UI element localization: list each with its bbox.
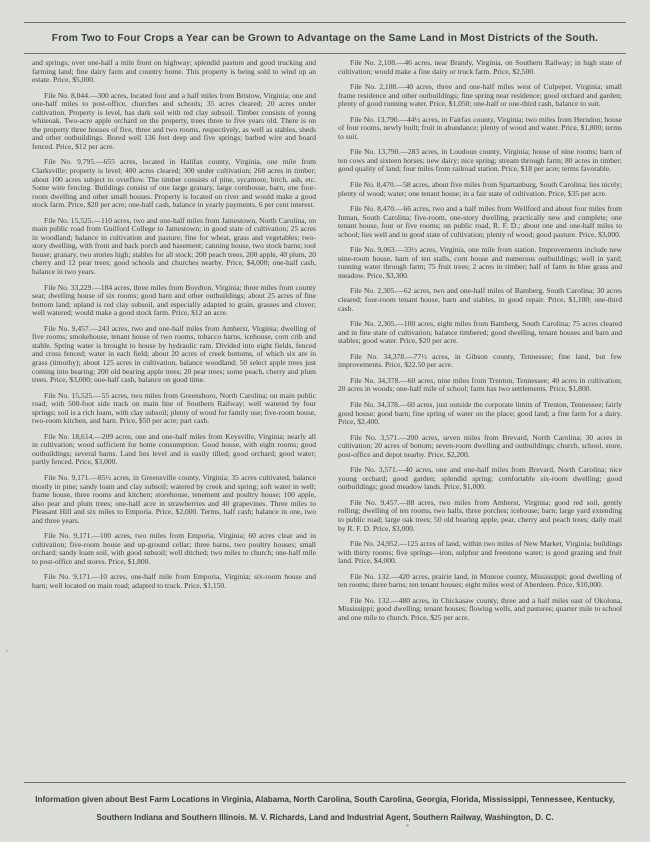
listing-paragraph: File No. 9,457.—88 acres, two miles from Amherst, Virginia; good red soil, gently rolling; dwelling of ten rooms, two halls, three porches; icehouse; barn; large yard extending to public road; large oak trees; 50 old bearing apple, pear, cherry and peach trees; daily mail by R. F. D. Price, $3,000.: [338, 497, 622, 533]
listing-paragraph: File No. 15,525.—110 acres, two and one-half miles from Jamestown, North Carolina, on main public road from Guilford College to Jamestown; in good state of cultivation; 25 acres in woodland; balance in cultivation and pasture; fine for wheat, grass and vegetables; two-story dwelling, with front and back porch and basement; canning house, two stock barns; tool house; granary, two stories high; stables for all stock; 200 peach trees, 200 apple, 40 plum, 20 cherry and 12 pear trees; good schools and churches nearby. Price, $4,000; one-half cash, balance in two years.: [32, 215, 316, 277]
listing-paragraph: File No. 9,171.—10 acres, one-half mile from Emporia, Virginia; six-room house and barn; well located on main road; adapted to truck. Price, $1,150.: [32, 572, 316, 590]
listing-paragraph: File No. 2,305.—62 acres, two and one-half miles of Bamberg, South Carolina; 30 acres cleared; four-room tenant house, barn and stables, in good repair. Price, $1,100; one-third cash.: [338, 286, 622, 313]
listing-paragraph: File No. 9,063.—33½ acres, Virginia, one mile from station. Improvements include new nine-room house, barn of ten stalls, corn house and numerous outbuildings; well in yard; running water through farm; 75 fruit trees; 2 acres in timber; half of farm in blue grass and meadow. Price, $3,300.: [338, 245, 622, 280]
listing-paragraph: File No. 8,470.—58 acres, about five miles from Spartanburg, South Carolina; lies nicely; plenty of wood; water; one tenant house; in a fair state of cultivation. Price, $35 per acre.: [338, 180, 622, 198]
listing-paragraph: File No. 13,790.—44½ acres, in Fairfax county, Virginia; two miles from Herndon; house of four rooms, newly built; fruit in abundance; plenty of wood and water. Price, $1,800; terms to suit.: [338, 114, 622, 141]
listing-paragraph: File No. 8,470.—66 acres, two and a half miles from Wellford and about four miles from Inman, South Carolina; five-room, one-story dwelling, practically new and complete; one tenant house, four or five rooms; on public road, R. F. D.; about one and one-half miles to school; lies well and in good state of cultivation; plenty of wood; good pasture. Price, $3,000.: [338, 204, 622, 239]
listing-paragraph: File No. 15,525.—55 acres, two miles from Greensboro, North Carolina; on main public road; with 500-foot side track on main line of Southern Railway; well watered by four springs; soil is a rich loam, with clay subsoil; plenty of wood for family use; five-room house, two-room kitchen, and barn. Price, $50 per acre; part cash.: [32, 390, 316, 426]
listing-paragraph: File No. 13,790.—283 acres, in Loudoun county, Virginia; house of nine rooms; barn of ten cows and sixteen horses; new dairy; nice spring; stream through farm; 80 acres in timber; good quality of land; four miles from railroad station. Price, $18 per acre; terms favorable.: [338, 147, 622, 174]
listing-paragraph: File No. 24,952.—125 acres of land, within two miles of New Market, Virginia; buildings with thirty rooms; five springs—iron, sulphur and freestone water; is good grazing and fruit land. Price, $4,000.: [338, 539, 622, 566]
listing-paragraph: File No. 34,378.—60 acres, nine miles from Trenton, Tennessee; 40 acres in cultivation; 20 acres in woods; one-half mile of school; farm has two settlements. Price, $1,800.: [338, 375, 622, 394]
header-title: From Two to Four Crops a Year can be Grown to Advantage on the Same Land in Most Districts of the South.: [51, 32, 599, 44]
listing-paragraph: File No. 9,457.—243 acres, two and one-half miles from Amherst, Virginia; dwelling of five rooms; smokehouse, tenant house of two rooms, tobacco barns, icehouse, corn crib and stable. Spring water is brought to house by hydraulic ram. Divided into eight fields, fenced and cross fenced; water in each field; about 20 acres of creek bottoms, of which six are in grass (timothy); about 125 acres in cultivation, balance woodland; 50 select apple trees just coming into bearing; 200 old bearing apple trees; 20 pear trees; some peach, cherry and plum trees. Price, $3,000; one-half cash, balance on good time.: [32, 323, 316, 385]
listing-paragraph: File No. 9,171.—85½ acres, in Greensville county, Virginia; 35 acres cultivated, balance mostly in pine; sandy loam and clay subsoil; watered by creek and spring; soft water in well; frame house, three rooms and kitchen; storehouse, tenement and poultry house; 100 apple, also pear and plum trees; one-half acre in strawberries and 40 grapevines. Three miles to Pleasant Hill and six miles to Emporia. Price, $2,000. Terms, half cash; balance in one, two and three years.: [32, 472, 316, 525]
listing-paragraph: File No. 18,614.—209 acres, one and one-half miles from Keysville, Virginia; nearly all in cultivation; wood sufficient for home consumption. Good house, with eight rooms; good outbuildings; several barns. Land lies level and is easily tilled; good orchard; good water; partly fenced. Price, $3,000.: [32, 431, 316, 467]
listing-paragraph: File No. 8,044.—300 acres, located four and a half miles from Bristow, Virginia; one and one-half miles to post-office, churches and schools; 35 acres cleared; 20 acres under cultivation. Property is level, has dark soil with red clay subsoil. Timber consists of young whiteoak. Two-acre apple orchard on the property, trees three to five years old. There is on the property three houses of five, three and two rooms, respectively, as well as stables, sheds and other outbuildings. Bored well 136 feet deep and five springs; barbed wire and board fenced. Price, $12 per acre.: [32, 90, 316, 151]
listing-paragraph: File No. 132.—480 acres, in Chickasaw county, three and a half miles east of Okolona, Mississippi; good dwelling; tenant houses; flowing wells, and pastures; quarter mile to school and one mile to church. Price, $25 per acre.: [338, 595, 622, 622]
listing-paragraph: File No. 132.—420 acres, prairie land, in Monroe county, Mississippi; good dwelling of ten rooms; three barns; ten tenant houses; eight miles west of Aberdeen. Price, $10,000.: [338, 571, 622, 590]
listing-paragraph: File No. 9,171.—100 acres, two miles from Emporia, Virginia; 60 acres clear and in cultivation; five-room house and up-ground cellar; three barns, two poultry houses; small orchard; sandy loam soil, with good subsoil; well ditched; two miles to church; one-half mile to post-office and stores. Price, $1,800.: [32, 531, 316, 566]
right-column: [338, 59, 622, 774]
listing-paragraph: File No. 2,305.—100 acres, eight miles from Bamberg, South Carolina; 75 acres cleared and in fine state of cultivation; balance timbered; good dwelling, tenant houses and barn and stables; good water. Price, $20 per acre.: [338, 319, 622, 346]
page-footer: [24, 782, 626, 825]
listing-paragraph: File No. 34,378.—77½ acres, in Gibson county, Tennessee; fine land, but few improvements. Price, $22.50 per acre.: [338, 351, 622, 370]
listing-paragraph: and springs; over one-half a mile front on highway; splendid pasture and good trucking and farming land; fine dairy farm and country home. This property is being sold to wind up an estate. Price, $5,000.: [32, 59, 316, 85]
listing-paragraph: File No. 34,378.—60 acres, just outside the corporate limits of Trenton, Tennessee; fairly good house; good barn; fine spring of water on the place; good land; a fine farm for a dairy. Price, $2,400.: [338, 399, 622, 427]
paper-speck: [6, 650, 8, 652]
listing-paragraph: File No. 3,571.—40 acres, one and one-half miles from Brevard, North Carolina; nice young orchard; good garden; splendid spring; comfortable six-room dwelling; good outbuildings; good meadow lands. Price, $1,000.: [338, 465, 622, 492]
listings-area: [32, 59, 622, 774]
footer-text: Information given about Best Farm Locations in Virginia, Alabama, North Carolina, South Carolina, Georgia, Florida, Mississippi, Tennessee, Kentucky, Southern Indiana and Southern Illinois. M. V. Richards, Land and Industrial Agent, Southern Railway, Washington, D. C.: [35, 795, 615, 822]
left-column: [32, 59, 316, 774]
listing-paragraph: File No. 9,795.—655 acres, located in Halifax county, Virginia, one mile from Clarksville; property is level; 400 acres cleared; 300 under cultivation; 268 acres in timber; about 100 acres subject to overflow. The timber consists of pine, sycamore, birch, ash, etc. Some wire fencing. Buildings consist of one large granary, large cornhouse, barn, one four-room dwelling and other small houses. Property is located on river and would make a good stock farm. Price, $20 per acre; one-half cash, balance in yearly payments, 6 per cent interest.: [32, 157, 316, 210]
paper-speck: [406, 824, 409, 827]
listing-paragraph: File No. 3,571.—200 acres, seven miles from Brevard, North Carolina; 30 acres in cultivation; 20 acres of bottom; seven-room dwelling and outbuildings; church, school, store, post-office and depot nearby. Price, $2,200.: [338, 432, 622, 459]
page-header: [24, 22, 626, 54]
listing-paragraph: File No. 2,108.—46 acres, near Brandy, Virginia, on Southern Railway; in high state of cultivation; would make a fine dairy or truck farm. Price, $2,500.: [338, 59, 622, 76]
listing-paragraph: File No. 2,108.—40 acres, three and one-half miles west of Culpeper, Virginia; small frame residence and other outbuildings; fine spring near residence; good orchard and garden; plenty of good running water. Price, $1,050; one-half or one-third cash, balance to suit.: [338, 82, 622, 109]
listing-paragraph: File No. 33,229.—184 acres, three miles from Boydton, Virginia; three miles from county seat; dwelling house of six rooms; good barn and other outbuildings; about 25 acres of fine bottom land; upland is red clay subsoil, and especially adapted to grain, grasses and clover; well watered; would make a good stock farm. Price, $12 an acre.: [32, 282, 316, 318]
